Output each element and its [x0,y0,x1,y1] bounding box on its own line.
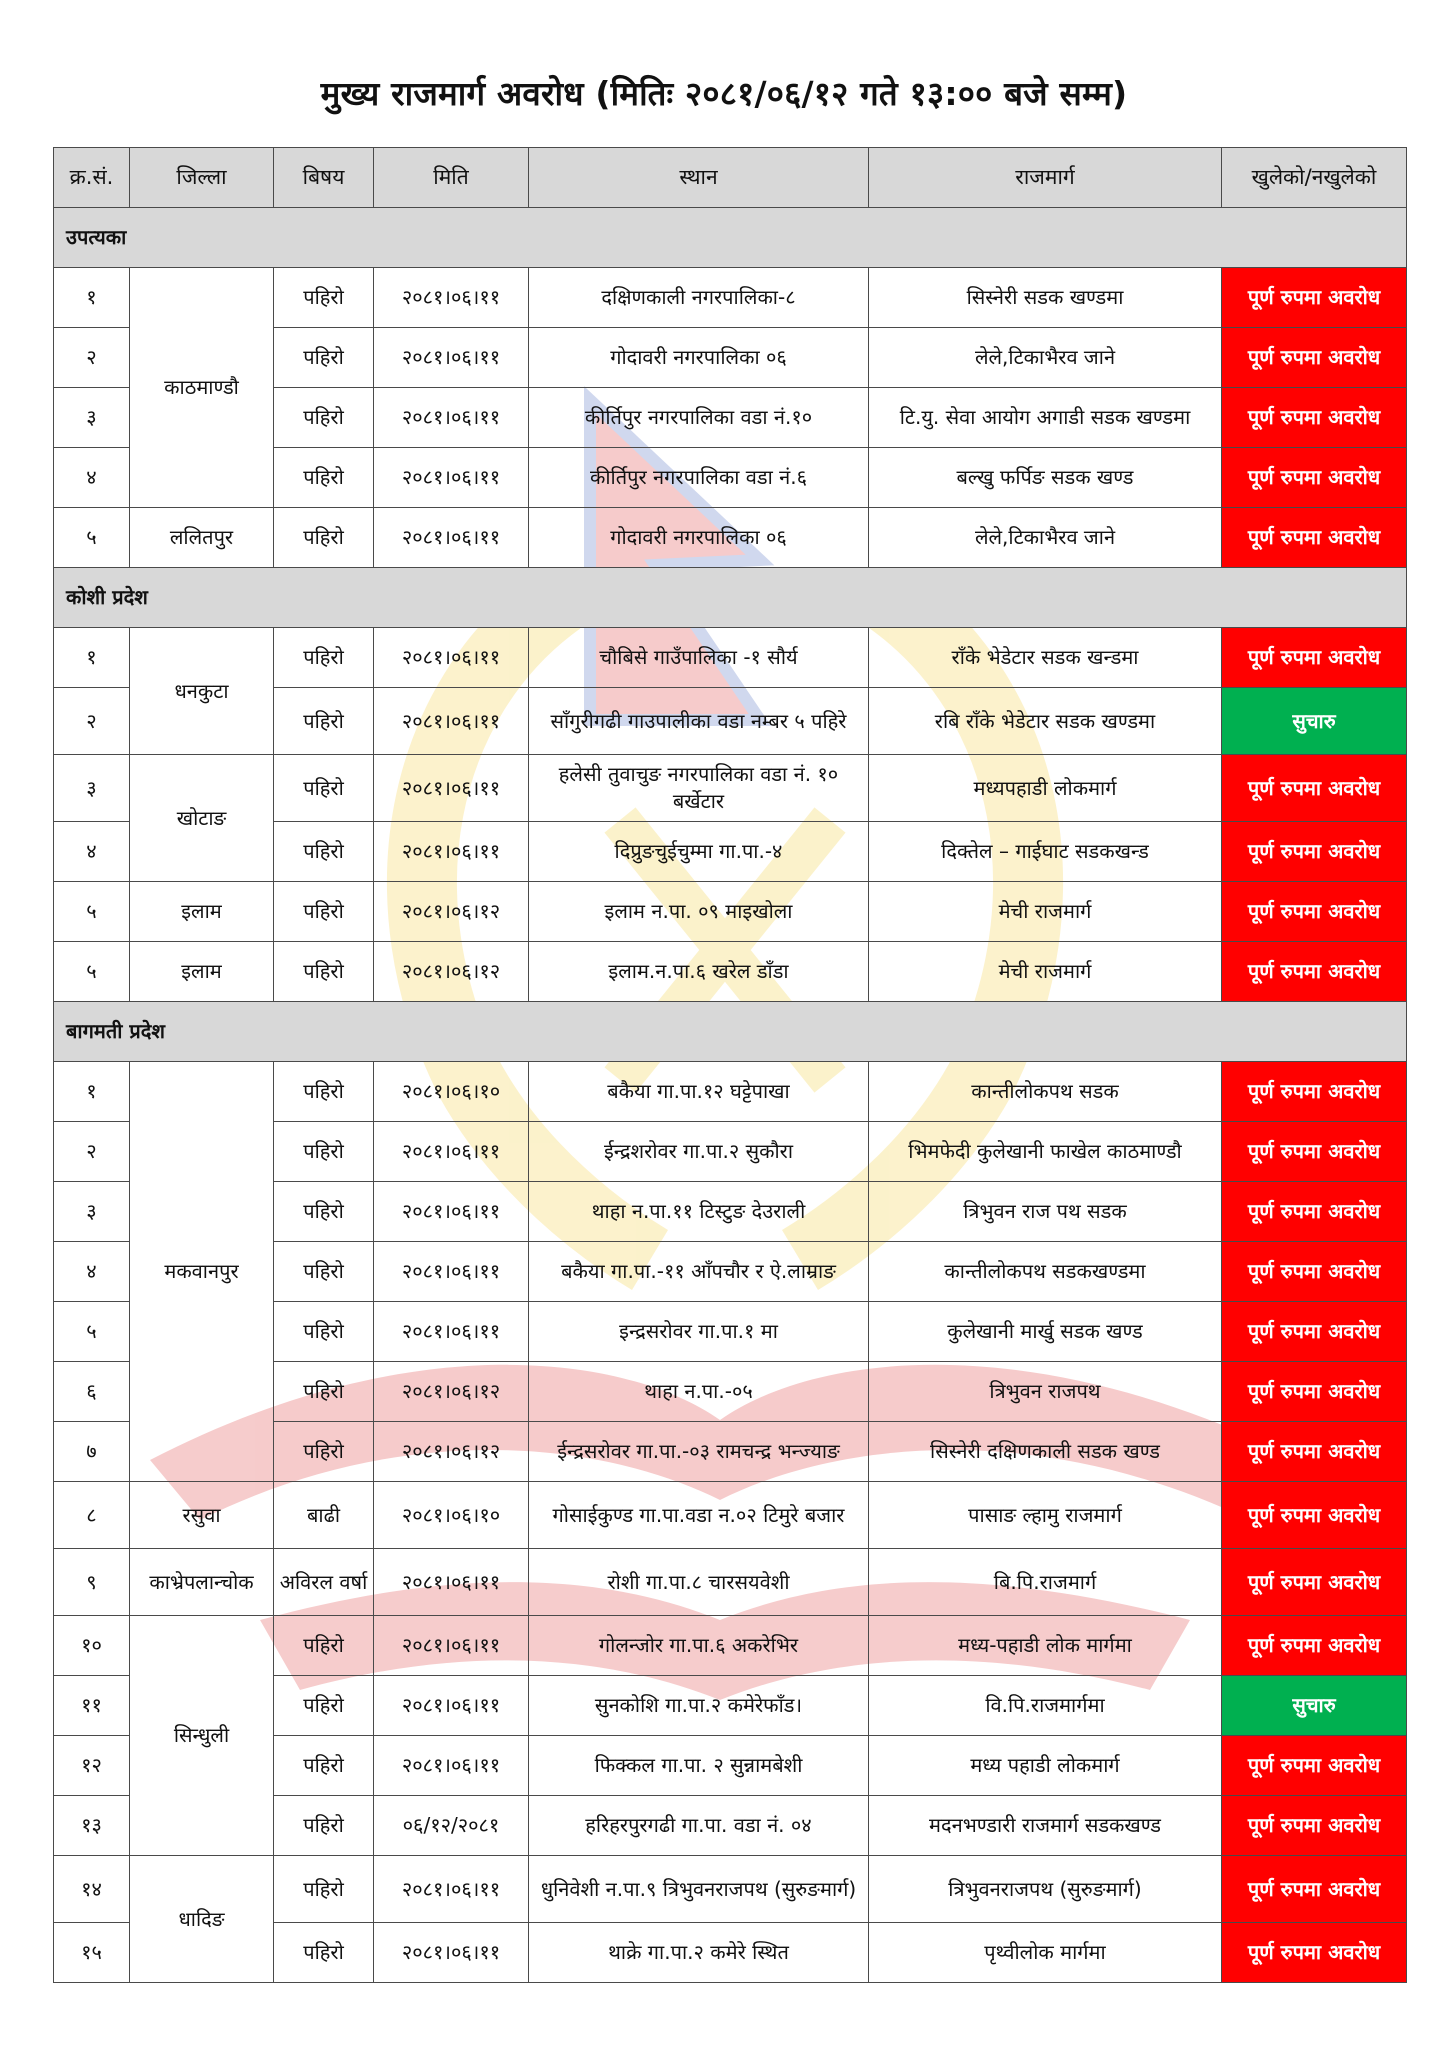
cell-place: साँगुरीगढी गाउपालीका वडा नम्बर ५ पहिरे [529,688,869,755]
cell-sn: ८ [54,1482,130,1549]
cell-sn: ७ [54,1422,130,1482]
cell-date: २०८१।०६।१२ [374,942,529,1002]
cell-district: धादिङ [130,1856,274,1983]
cell-date: २०८१।०६।११ [374,268,529,328]
cell-date: २०८१।०६।११ [374,388,529,448]
cell-sn: ११ [54,1676,130,1736]
cell-place: गोदावरी नगरपालिका ०६ [529,508,869,568]
cell-sn: १ [54,1062,130,1122]
section-title: उपत्यका [54,208,1407,268]
cell-status: पूर्ण रुपमा अवरोध [1222,1302,1407,1362]
cell-subject: पहिरो [274,1242,374,1302]
col-header-status: खुलेको/नखुलेको [1222,148,1407,208]
cell-subject: पहिरो [274,1062,374,1122]
cell-sn: १ [54,628,130,688]
section-row [54,208,1407,268]
table-row [54,1549,1407,1616]
cell-subject: पहिरो [274,1856,374,1923]
cell-highway: सिस्नेरी दक्षिणकाली सडक खण्ड [869,1422,1222,1482]
cell-highway: भिमफेदी कुलेखानी फाखेल काठमाण्डौ [869,1122,1222,1182]
cell-subject: पहिरो [274,1736,374,1796]
cell-highway: मेची राजमार्ग [869,882,1222,942]
cell-date: २०८१।०६।११ [374,1122,529,1182]
cell-district: मकवानपुर [130,1062,274,1482]
cell-highway: मध्यपहाडी लोकमार्ग [869,755,1222,822]
cell-date: २०८१।०६।११ [374,508,529,568]
cell-highway: त्रिभुवनराजपथ (सुरुङमार्ग) [869,1856,1222,1923]
cell-place: बकैया गा.पा.-११ आँपचौर र ऐ.लाम्राङ [529,1242,869,1302]
cell-date: २०८१।०६।११ [374,1182,529,1242]
cell-sn: २ [54,328,130,388]
page-title: मुख्य राजमार्ग अवरोध (मितिः २०८१/०६/१२ गते १३:०० बजे सम्म) [320,74,1128,113]
cell-place: हलेसी तुवाचुङ नगरपालिका वडा नं. १० बर्खेटार [529,755,869,822]
cell-highway: मध्य पहाडी लोकमार्ग [869,1736,1222,1796]
cell-district: रसुवा [130,1482,274,1549]
cell-date: २०८१।०६।११ [374,328,529,388]
cell-subject: पहिरो [274,1616,374,1676]
cell-place: थाहा न.पा.-०५ [529,1362,869,1422]
cell-status: पूर्ण रुपमा अवरोध [1222,388,1407,448]
cell-sn: ४ [54,448,130,508]
cell-highway: बल्खु फर्पिङ सडक खण्ड [869,448,1222,508]
cell-status: पूर्ण रुपमा अवरोध [1222,1616,1407,1676]
cell-date: २०८१।०६।११ [374,448,529,508]
cell-highway: त्रिभुवन राज पथ सडक [869,1182,1222,1242]
cell-subject: पहिरो [274,1796,374,1856]
cell-sn: ५ [54,942,130,1002]
cell-status: पूर्ण रुपमा अवरोध [1222,942,1407,1002]
cell-sn: ४ [54,822,130,882]
cell-place: दक्षिणकाली नगरपालिका-८ [529,268,869,328]
cell-status: पूर्ण रुपमा अवरोध [1222,508,1407,568]
cell-highway: पृथ्वीलोक मार्गमा [869,1923,1222,1983]
cell-sn: ३ [54,1182,130,1242]
cell-place: कीर्तिपुर नगरपालिका वडा नं.६ [529,448,869,508]
cell-place: फिक्कल गा.पा. २ सुन्नामबेशी [529,1736,869,1796]
cell-status: पूर्ण रुपमा अवरोध [1222,1549,1407,1616]
cell-date: २०८१।०६।११ [374,1549,529,1616]
cell-date: २०८१।०६।११ [374,1242,529,1302]
cell-status: पूर्ण रुपमा अवरोध [1222,1062,1407,1122]
col-header-highway: राजमार्ग [869,148,1222,208]
cell-subject: पहिरो [274,942,374,1002]
table-row [54,1616,1407,1676]
section-title: कोशी प्रदेश [54,568,1407,628]
cell-place: धुनिवेशी न.पा.९ त्रिभुवनराजपथ (सुरुङमार्ग) [529,1856,869,1923]
col-header-district: जिल्ला [130,148,274,208]
cell-date: २०८१।०६।११ [374,1856,529,1923]
cell-date: २०८१।०६।११ [374,755,529,822]
cell-subject: पहिरो [274,1122,374,1182]
cell-highway: रबि राँके भेडेटार सडक खण्डमा [869,688,1222,755]
table-row [54,942,1407,1002]
cell-sn: १२ [54,1736,130,1796]
table-row [54,508,1407,568]
highway-blockage-table [53,147,1407,1983]
table-row [54,755,1407,822]
cell-status: सुचारु [1222,1676,1407,1736]
cell-highway: त्रिभुवन राजपथ [869,1362,1222,1422]
cell-district: इलाम [130,882,274,942]
cell-subject: बाढी [274,1482,374,1549]
cell-date: २०८१।०६।१२ [374,1422,529,1482]
cell-sn: ३ [54,388,130,448]
cell-date: २०८१।०६।११ [374,1736,529,1796]
cell-status: सुचारु [1222,688,1407,755]
cell-sn: ५ [54,1302,130,1362]
cell-district: इलाम [130,942,274,1002]
cell-status: पूर्ण रुपमा अवरोध [1222,1122,1407,1182]
cell-status: पूर्ण रुपमा अवरोध [1222,1736,1407,1796]
cell-date: २०८१।०६।११ [374,1302,529,1362]
cell-highway: मध्य-पहाडी लोक मार्गमा [869,1616,1222,1676]
cell-place: इलाम.न.पा.६ खरेल डाँडा [529,942,869,1002]
cell-district: धनकुटा [130,628,274,755]
cell-highway: वि.पि.राजमार्गमा [869,1676,1222,1736]
cell-place: दिप्रुङचुईचुम्मा गा.पा.-४ [529,822,869,882]
cell-status: पूर्ण रुपमा अवरोध [1222,268,1407,328]
cell-sn: १४ [54,1856,130,1923]
section-title: बागमती प्रदेश [54,1002,1407,1062]
cell-highway: कान्तीलोकपथ सडकखण्डमा [869,1242,1222,1302]
cell-subject: पहिरो [274,1362,374,1422]
cell-date: २०८१।०६।१० [374,1062,529,1122]
cell-district: सिन्धुली [130,1616,274,1856]
col-header-sn: क्र.सं. [54,148,130,208]
cell-place: चौबिसे गाउँपालिका -१ सौर्य [529,628,869,688]
cell-subject: पहिरो [274,268,374,328]
cell-subject: पहिरो [274,328,374,388]
cell-subject: अविरल वर्षा [274,1549,374,1616]
cell-status: पूर्ण रुपमा अवरोध [1222,328,1407,388]
cell-subject: पहिरो [274,1422,374,1482]
cell-date: २०८१।०६।११ [374,1676,529,1736]
cell-sn: ५ [54,882,130,942]
cell-district: ललितपुर [130,508,274,568]
cell-subject: पहिरो [274,388,374,448]
cell-sn: १५ [54,1923,130,1983]
cell-district: काठमाण्डौ [130,268,274,508]
cell-status: पूर्ण रुपमा अवरोध [1222,448,1407,508]
cell-sn: ५ [54,508,130,568]
cell-date: २०८१।०६।११ [374,1923,529,1983]
cell-place: गोसाईकुण्ड गा.पा.वडा न.०२ टिमुरे बजार [529,1482,869,1549]
cell-subject: पहिरो [274,1182,374,1242]
cell-sn: ३ [54,755,130,822]
cell-status: पूर्ण रुपमा अवरोध [1222,822,1407,882]
table-row [54,1482,1407,1549]
cell-status: पूर्ण रुपमा अवरोध [1222,1796,1407,1856]
cell-highway: मदनभण्डारी राजमार्ग सडकखण्ड [869,1796,1222,1856]
cell-place: गोदावरी नगरपालिका ०६ [529,328,869,388]
cell-place: गोलन्जोर गा.पा.६ अकरेभिर [529,1616,869,1676]
cell-status: पूर्ण रुपमा अवरोध [1222,1182,1407,1242]
cell-subject: पहिरो [274,448,374,508]
cell-place: हरिहरपुरगढी गा.पा. वडा नं. ०४ [529,1796,869,1856]
cell-highway: कान्तीलोकपथ सडक [869,1062,1222,1122]
cell-place: थाहा न.पा.११ टिस्टुङ देउराली [529,1182,869,1242]
cell-place: बकैया गा.पा.१२ घट्टेपाखा [529,1062,869,1122]
cell-subject: पहिरो [274,688,374,755]
cell-date: २०८१।०६।११ [374,822,529,882]
cell-highway: राँके भेडेटार सडक खन्डमा [869,628,1222,688]
cell-highway: कुलेखानी मार्खु सडक खण्ड [869,1302,1222,1362]
cell-status: पूर्ण रुपमा अवरोध [1222,628,1407,688]
cell-highway: मेची राजमार्ग [869,942,1222,1002]
cell-date: २०८१।०६।१२ [374,882,529,942]
section-row [54,568,1407,628]
cell-place: इन्द्रसरोवर गा.पा.१ मा [529,1302,869,1362]
col-header-subject: बिषय [274,148,374,208]
cell-highway: सिस्नेरी सडक खण्डमा [869,268,1222,328]
table-row [54,1856,1407,1923]
cell-place: ईन्द्रशरोवर गा.पा.२ सुकौरा [529,1122,869,1182]
cell-highway: टि.यु. सेवा आयोग अगाडी सडक खण्डमा [869,388,1222,448]
cell-highway: बि.पि.राजमार्ग [869,1549,1222,1616]
cell-place: सुनकोशि गा.पा.२ कमेरेफाँड। [529,1676,869,1736]
cell-district: काभ्रेपलान्चोक [130,1549,274,1616]
cell-subject: पहिरो [274,508,374,568]
cell-sn: ४ [54,1242,130,1302]
cell-sn: २ [54,688,130,755]
cell-status: पूर्ण रुपमा अवरोध [1222,1422,1407,1482]
cell-status: पूर्ण रुपमा अवरोध [1222,1362,1407,1422]
cell-status: पूर्ण रुपमा अवरोध [1222,1482,1407,1549]
cell-subject: पहिरो [274,882,374,942]
cell-status: पूर्ण रुपमा अवरोध [1222,1856,1407,1923]
cell-highway: दिक्तेल – गाईघाट सडकखन्ड [869,822,1222,882]
cell-subject: पहिरो [274,755,374,822]
cell-subject: पहिरो [274,1676,374,1736]
cell-date: ०६/१२/२०८१ [374,1796,529,1856]
cell-highway: लेले,टिकाभैरव जाने [869,508,1222,568]
cell-place: रोशी गा.पा.८ चारसयवेशी [529,1549,869,1616]
cell-subject: पहिरो [274,1923,374,1983]
cell-place: कीर्तिपुर नगरपालिका वडा नं.१० [529,388,869,448]
cell-district: खोटाङ [130,755,274,882]
cell-date: २०८१।०६।११ [374,628,529,688]
col-header-place: स्थान [529,148,869,208]
section-row [54,1002,1407,1062]
cell-date: २०८१।०६।१२ [374,1362,529,1422]
cell-status: पूर्ण रुपमा अवरोध [1222,1923,1407,1983]
cell-place: थाक्रे गा.पा.२ कमेरे स्थित [529,1923,869,1983]
cell-place: ईन्द्रसरोवर गा.पा.-०३ रामचन्द्र भन्ज्याङ [529,1422,869,1482]
cell-sn: २ [54,1122,130,1182]
cell-place: इलाम न.पा. ०९ माइखोला [529,882,869,942]
cell-date: २०८१।०६।१० [374,1482,529,1549]
table-row [54,882,1407,942]
cell-highway: पासाङ ल्हामु राजमार्ग [869,1482,1222,1549]
cell-highway: लेले,टिकाभैरव जाने [869,328,1222,388]
table-header-row [54,148,1407,208]
cell-subject: पहिरो [274,1302,374,1362]
cell-sn: १ [54,268,130,328]
table-row [54,1062,1407,1122]
cell-date: २०८१।०६।११ [374,688,529,755]
cell-sn: ९ [54,1549,130,1616]
cell-status: पूर्ण रुपमा अवरोध [1222,1242,1407,1302]
cell-status: पूर्ण रुपमा अवरोध [1222,882,1407,942]
table-row [54,628,1407,688]
cell-sn: १० [54,1616,130,1676]
cell-sn: ६ [54,1362,130,1422]
col-header-date: मिति [374,148,529,208]
table-row [54,268,1407,328]
cell-subject: पहिरो [274,822,374,882]
cell-sn: १३ [54,1796,130,1856]
cell-status: पूर्ण रुपमा अवरोध [1222,755,1407,822]
cell-date: २०८१।०६।११ [374,1616,529,1676]
cell-subject: पहिरो [274,628,374,688]
